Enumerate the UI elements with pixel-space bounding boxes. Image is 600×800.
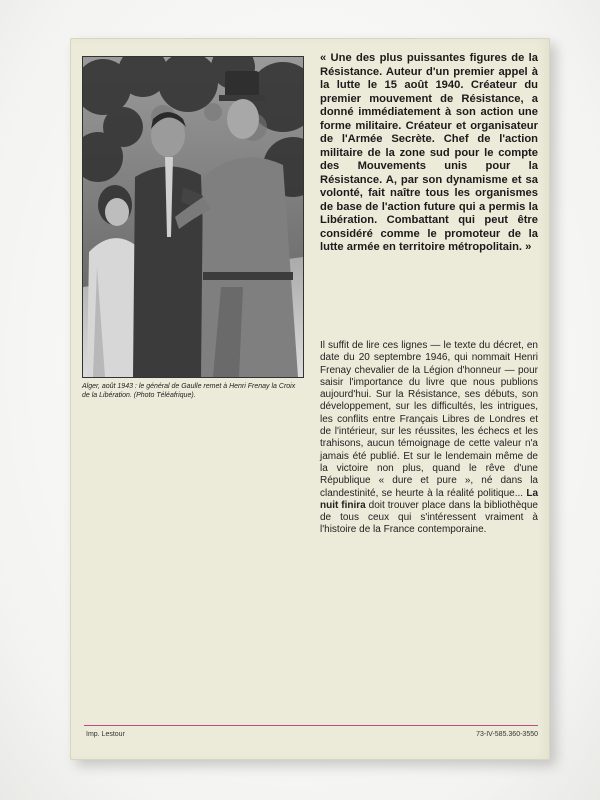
historical-photograph (82, 56, 304, 378)
blurb-paragraph (320, 340, 538, 537)
book-back-cover (70, 38, 550, 760)
catalog-number: 73-IV-585.360-3550 (476, 731, 538, 738)
book-title-mention: La nuit finira (320, 487, 539, 511)
blurb-closing: doit trouver place dans la bibliothèque de tous ceux qui s'intéressent vraiment à l'histoire de la France contemporaine. (320, 499, 538, 536)
blurb-text: Il suffit de lire ces lignes — le texte du décret, en date du 20 septembre 1946, qui nommait Henri Frenay chevalier de la Légion d'honneur — pour saisir l'importance du livre que nous publions aujourd'hui. Sur la Résistance, ses débuts, son développement, sur les difficultés, les intrigues, les conflits entre Français Libres de Londres et de l'intérieur, sur les réussites, les échecs et les trahisons, aucun témoignage de cette valeur n'a jamais été publié. Et sur le lendemain même de la victoire non plus, quand le rêve d'une République « dure et pure », né dans la clandestinité, se heurte à la réalité politique... (320, 340, 538, 499)
photograph-image (83, 57, 303, 377)
citation-quote: « Une des plus puissantes figures de la Résistance. Auteur d'un premier appel à la lutte le 15 août 1940. Créateur du premier mouvement de Résistance, a donné immédiatement à son action une forme militaire. Créateur et organisateur de l'Armée Secrète. Chef de l'action militaire de la zone sud pour le compte des Mouvements unis pour la Résistance. A, par son dynamisme et sa volonté, fait naître tous les organismes de base de l'action future qui a permis la Libération. Combattant qui peut être considéré comme le promoteur de la lutte armée en territoire métropolitain. » (320, 52, 538, 253)
footer-rule (84, 725, 538, 726)
photo-caption: Alger, août 1943 : le général de Gaulle remet à Henri Frenay la Croix de la Libération. (Photo Téléafrique). (82, 383, 296, 399)
printer-imprint: Imp. Lestour (86, 731, 125, 738)
